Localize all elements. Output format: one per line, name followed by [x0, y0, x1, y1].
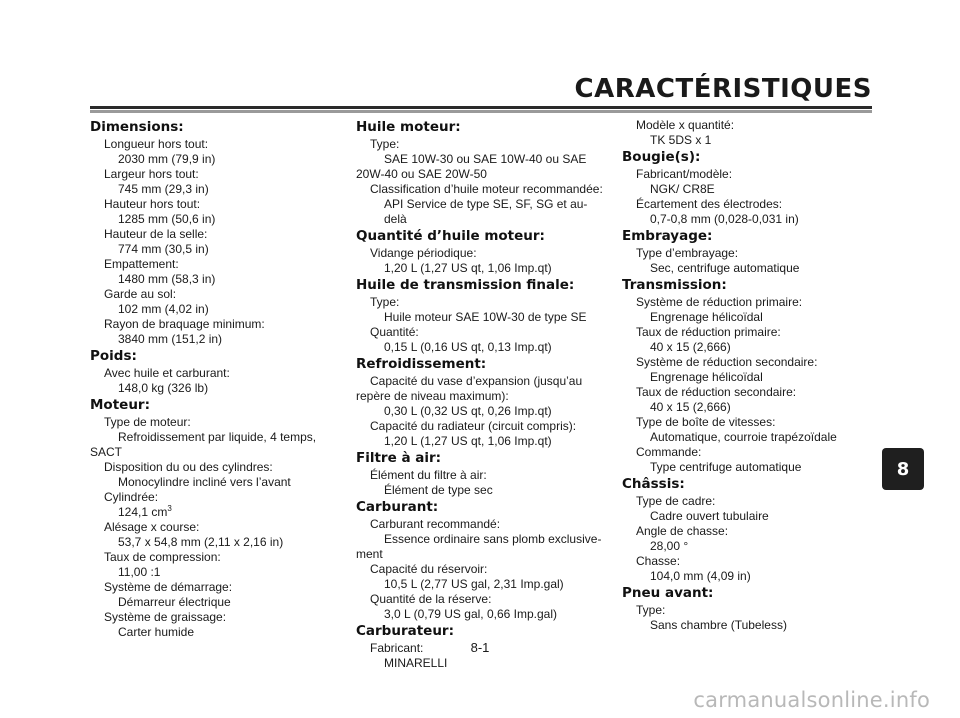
spec-item [622, 355, 878, 385]
spec-value [356, 404, 606, 419]
spec-item [90, 137, 336, 167]
spec-value [90, 272, 336, 287]
spec-item [90, 580, 336, 610]
spec-value [356, 483, 606, 498]
spec-value [622, 310, 878, 325]
spec-item [90, 366, 336, 396]
spec-item [356, 419, 606, 449]
spec-label: Taux de compression: [104, 550, 221, 564]
section-heading: Bougie(s): [622, 149, 701, 165]
spec-item [90, 287, 336, 317]
spec-value-text: Carter humide [118, 625, 195, 639]
spec-label: Largeur hors tout: [104, 167, 199, 181]
spec-value [90, 430, 336, 445]
section-heading: Refroidissement: [356, 356, 487, 372]
spec-value [622, 261, 878, 276]
spec-item [622, 197, 878, 227]
section-heading: Embrayage: [622, 228, 713, 244]
spec-label: Vidange périodique: [370, 246, 477, 260]
section-heading: Dimensions: [90, 119, 184, 135]
spec-label: Avec huile et carburant: [104, 366, 230, 380]
spec-value-text: MINARELLI [384, 656, 448, 670]
spec-label: Carburant recommandé: [370, 517, 501, 531]
spec-value [622, 460, 878, 475]
spec-value [356, 261, 606, 276]
spec-value [90, 212, 336, 227]
spec-item [90, 520, 336, 550]
spec-value-text: 3840 mm (151,2 in) [118, 332, 223, 346]
spec-label: Système de réduction primaire: [636, 295, 803, 309]
spec-label: Type de cadre: [636, 494, 716, 508]
spec-value [356, 310, 606, 325]
spec-value [622, 340, 878, 355]
spec-value [90, 332, 336, 347]
spec-section [90, 347, 336, 396]
spec-item [90, 415, 336, 460]
spec-value [622, 212, 878, 227]
spec-section [622, 276, 878, 475]
spec-item [356, 325, 606, 355]
spec-label: Type de boîte de vitesses: [636, 415, 776, 429]
spec-value-text: Engrenage hélicoïdal [650, 370, 763, 384]
spec-section [622, 475, 878, 584]
spec-label: Taux de réduction secondaire: [636, 385, 797, 399]
spec-label: Taux de réduction primaire: [636, 325, 781, 339]
spec-value-text: Démarreur électrique [118, 595, 231, 609]
spec-item [622, 295, 878, 325]
spec-value [356, 152, 606, 167]
spec-value [622, 509, 878, 524]
spec-label: Type d’embrayage: [636, 246, 739, 260]
spec-section [622, 227, 878, 276]
spec-item [90, 490, 336, 520]
spec-label: Cylindrée: [104, 490, 159, 504]
spec-value-text: 1480 mm (58,3 in) [118, 272, 216, 286]
spec-value [90, 505, 336, 520]
spec-value-text: 40 x 15 (2,666) [650, 400, 731, 414]
spec-value-text: 10,5 L (2,77 US gal, 2,31 Imp.gal) [384, 577, 564, 591]
section-heading: Huile moteur: [356, 119, 461, 135]
spec-item [622, 246, 878, 276]
spec-value-text: 0,30 L (0,32 US qt, 0,26 Imp.qt) [384, 404, 552, 418]
spec-value-text: 11,00 :1 [118, 565, 161, 579]
spec-value-continued: SACT [90, 445, 123, 459]
spec-value-text: Sec, centrifuge automatique [650, 261, 800, 275]
spec-value-text: 745 mm (29,3 in) [118, 182, 209, 196]
spec-label: Quantité: [370, 325, 419, 339]
section-heading: Carburateur: [356, 623, 454, 639]
superscript: 3 [167, 504, 172, 513]
spec-item [356, 562, 606, 592]
spec-item [356, 137, 606, 182]
spec-label: Système de réduction secondaire: [636, 355, 818, 369]
spec-value-text: SAE 10W-30 ou SAE 10W-40 ou SAE [384, 152, 587, 166]
spec-label: Longueur hors tout: [104, 137, 209, 151]
spec-label: Hauteur hors tout: [104, 197, 201, 211]
spec-value-text: 104,0 mm (4,09 in) [650, 569, 751, 583]
section-heading: Transmission: [622, 277, 727, 293]
spec-value [90, 152, 336, 167]
spec-label: Fabricant: [370, 641, 424, 655]
spec-item [622, 554, 878, 584]
spec-label: Élément du filtre à air: [370, 468, 487, 482]
spec-label: Disposition du ou des cylindres: [104, 460, 273, 474]
spec-value [622, 133, 878, 148]
spec-value-text: Engrenage hélicoïdal [650, 310, 763, 324]
spec-value-text: 148,0 kg (326 lb) [118, 381, 209, 395]
spec-value [356, 434, 606, 449]
spec-item [622, 603, 878, 633]
spec-section [356, 498, 606, 622]
spec-value [90, 302, 336, 317]
spec-value [90, 535, 336, 550]
spec-label: Capacité du vase d’expansion (jusqu’au [370, 374, 583, 388]
spec-item [90, 257, 336, 287]
spec-item [622, 325, 878, 355]
spec-value-text: Sans chambre (Tubeless) [650, 618, 787, 632]
spec-value-text: NGK/ CR8E [650, 182, 715, 196]
spec-item [622, 494, 878, 524]
spec-value-text: 53,7 x 54,8 mm (2,11 x 2,16 in) [118, 535, 284, 549]
spec-item [90, 197, 336, 227]
spec-value [90, 475, 336, 490]
column-2 [356, 118, 606, 671]
spec-value [356, 656, 606, 671]
spec-label: Système de graissage: [104, 610, 227, 624]
spec-value [622, 182, 878, 197]
spec-item [90, 610, 336, 640]
spec-value [356, 607, 606, 622]
spec-value-text: 0,7-0,8 mm (0,028-0,031 in) [650, 212, 799, 226]
section-heading: Huile de transmission finale: [356, 277, 575, 293]
spec-value [622, 370, 878, 385]
spec-label: Empattement: [104, 257, 179, 271]
spec-label: Rayon de braquage minimum: [104, 317, 265, 331]
spec-value-text: 3,0 L (0,79 US gal, 0,66 Imp.gal) [384, 607, 557, 621]
spec-value-text: Cadre ouvert tubulaire [650, 509, 769, 523]
spec-value-text: 102 mm (4,02 in) [118, 302, 209, 316]
spec-section [356, 227, 606, 276]
spec-label: Modèle x quantité: [636, 118, 735, 132]
spec-value [622, 618, 878, 633]
spec-label: Alésage x course: [104, 520, 200, 534]
spec-section [622, 148, 878, 227]
spec-item [356, 468, 606, 498]
spec-section [356, 276, 606, 355]
title-rule [90, 106, 872, 109]
spec-section [622, 584, 878, 633]
section-heading: Quantité d’huile moteur: [356, 228, 545, 244]
section-heading: Poids: [90, 348, 137, 364]
spec-item [90, 317, 336, 347]
spec-section [90, 118, 336, 347]
chapter-tab[interactable]: 8 [882, 448, 924, 490]
spec-value [90, 625, 336, 640]
spec-item [622, 415, 878, 445]
spec-item [622, 445, 878, 475]
spec-item [356, 592, 606, 622]
spec-label: Classification d’huile moteur recommandée: [370, 182, 603, 196]
spec-value [90, 565, 336, 580]
spec-value [622, 400, 878, 415]
spec-value [622, 569, 878, 584]
column-1 [90, 118, 336, 640]
spec-section [90, 396, 336, 640]
section-heading: Filtre à air: [356, 450, 442, 466]
spec-value [622, 539, 878, 554]
spec-item [356, 517, 606, 562]
spec-label: Écartement des électrodes: [636, 197, 783, 211]
spec-value-text: 1,20 L (1,27 US qt, 1,06 Imp.qt) [384, 434, 552, 448]
spec-value-text: Élément de type sec [384, 483, 493, 497]
spec-value-text: 1,20 L (1,27 US qt, 1,06 Imp.qt) [384, 261, 552, 275]
spec-label: Garde au sol: [104, 287, 177, 301]
spec-value-text: 2030 mm (79,9 in) [118, 152, 216, 166]
spec-value-continued: 20W-40 ou SAE 20W-50 [356, 167, 487, 181]
section-heading: Moteur: [90, 397, 150, 413]
spec-label: Chasse: [636, 554, 681, 568]
section-heading: Carburant: [356, 499, 439, 515]
spec-label: Fabricant/modèle: [636, 167, 733, 181]
spec-section [356, 355, 606, 449]
spec-value [356, 197, 606, 227]
spec-value [90, 242, 336, 257]
spec-value-text: Automatique, courroie trapézoïdale [650, 430, 837, 444]
spec-section [356, 118, 606, 227]
spec-value [622, 430, 878, 445]
spec-section [622, 118, 878, 148]
spec-value-text: Refroidissement par liquide, 4 temps, [118, 430, 317, 444]
section-heading: Châssis: [622, 476, 685, 492]
spec-item [90, 167, 336, 197]
spec-item [356, 246, 606, 276]
spec-value-text: API Service de type SE, SF, SG et au-delà [384, 197, 588, 226]
spec-item [356, 295, 606, 325]
spec-value-text: 40 x 15 (2,666) [650, 340, 731, 354]
spec-value-text: 1285 mm (50,6 in) [118, 212, 216, 226]
spec-item [622, 385, 878, 415]
spec-item [356, 374, 606, 419]
spec-value-text: Type centrifuge automatique [650, 460, 802, 474]
spec-label: Angle de chasse: [636, 524, 729, 538]
spec-label: Capacité du réservoir: [370, 562, 488, 576]
spec-value [356, 340, 606, 355]
spec-item [90, 460, 336, 490]
spec-value-continued: ment [356, 547, 383, 561]
spec-item [356, 182, 606, 227]
spec-item [90, 227, 336, 257]
spec-label-continued: repère de niveau maximum): [356, 389, 509, 403]
spec-section [356, 449, 606, 498]
spec-label: Capacité du radiateur (circuit compris): [370, 419, 577, 433]
spec-value-text: TK 5DS x 1 [650, 133, 712, 147]
watermark: carmanualsonline.info [693, 688, 930, 712]
spec-value-text: Huile moteur SAE 10W-30 de type SE [384, 310, 587, 324]
spec-label: Type de moteur: [104, 415, 191, 429]
spec-item [622, 524, 878, 554]
column-3 [622, 118, 878, 633]
spec-item [90, 550, 336, 580]
spec-value-text: 0,15 L (0,16 US qt, 0,13 Imp.qt) [384, 340, 552, 354]
spec-item [622, 118, 878, 148]
spec-value-text: Monocylindre incliné vers l’avant [118, 475, 291, 489]
spec-label: Type: [370, 295, 400, 309]
title-rule-shadow [90, 110, 872, 113]
spec-label: Type: [370, 137, 400, 151]
spec-value [90, 182, 336, 197]
page-number: 8-1 [470, 640, 490, 655]
spec-label: Type: [636, 603, 666, 617]
spec-label: Quantité de la réserve: [370, 592, 492, 606]
spec-value [356, 577, 606, 592]
spec-value [356, 532, 606, 547]
spec-value [90, 595, 336, 610]
spec-value-text: 774 mm (30,5 in) [118, 242, 209, 256]
spec-label: Système de démarrage: [104, 580, 233, 594]
spec-label: Commande: [636, 445, 702, 459]
spec-value-text: Essence ordinaire sans plomb exclusive- [384, 532, 602, 546]
section-heading: Pneu avant: [622, 585, 714, 601]
spec-item [622, 167, 878, 197]
spec-value [90, 381, 336, 396]
spec-value-text: 124,1 cm [118, 505, 168, 519]
spec-label: Hauteur de la selle: [104, 227, 208, 241]
page-title: CARACTÉRISTIQUES [574, 74, 872, 104]
spec-value-text: 28,00 ° [650, 539, 689, 553]
